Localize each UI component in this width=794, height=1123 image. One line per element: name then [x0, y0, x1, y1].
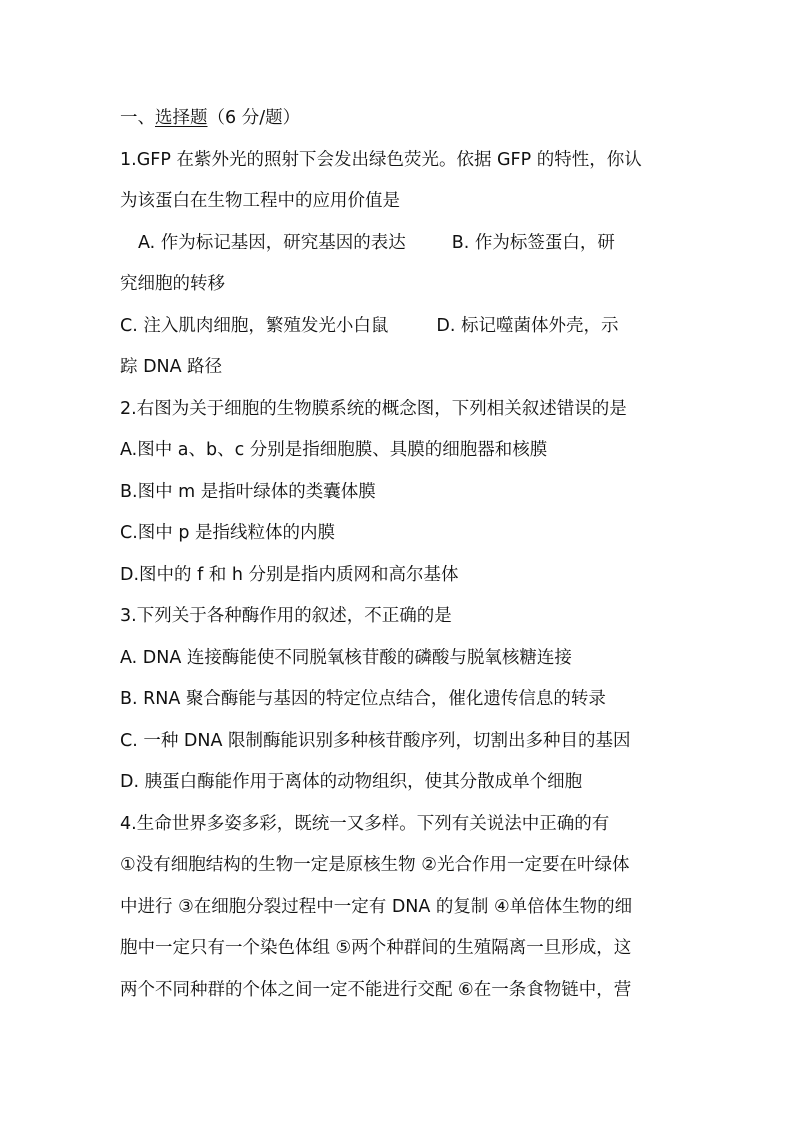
q2-option-a: A.图中 a、b、c 分别是指细胞膜、具膜的细胞器和核膜 [120, 440, 548, 460]
q1-stem-line1: 1.GFP 在紫外光的照射下会发出绿色荧光。依据 GFP 的特性，你认 [120, 149, 642, 170]
q3-stem: 3.下列关于各种酶作用的叙述，不正确的是 [120, 606, 452, 626]
q4-body-line3: 胞中一定只有一个染色体组 ⑤两个种群间的生殖隔离一旦形成，这 [120, 938, 632, 958]
q3-option-b: B. RNA 聚合酶能与基因的特定位点结合，催化遗传信息的转录 [120, 689, 606, 709]
q1-option-d-cont: 踪 DNA 路径 [120, 357, 223, 377]
section-prefix: 一、 [120, 108, 155, 128]
q4-stem: 4.生命世界多姿多彩，既统一又多样。下列有关说法中正确的有 [120, 813, 610, 834]
q1-option-a: A. 作为标记基因，研究基因的表达 [138, 232, 406, 253]
q4-body-line1: ①没有细胞结构的生物一定是原核生物 ②光合作用一定要在叶绿体 [120, 855, 630, 875]
q3-option-a: A. DNA 连接酶能使不同脱氧核苷酸的磷酸与脱氧核糖连接 [120, 647, 572, 668]
q1-options-ab [120, 223, 676, 265]
q4-body-line2: 中进行 ③在细胞分裂过程中一定有 DNA 的复制 ④单倍体生物的细 [120, 896, 633, 917]
q2-stem: 2.右图为关于细胞的生物膜系统的概念图，下列相关叙述错误的是 [120, 398, 627, 419]
q2-option-c: C.图中 p 是指线粒体的内膜 [120, 523, 336, 543]
exam-content [120, 98, 676, 1011]
q1-option-b-cont: 究细胞的转移 [120, 274, 225, 294]
section-heading [120, 98, 676, 140]
section-title: 选择题 [155, 108, 208, 128]
q1-options-cd [120, 306, 676, 348]
section-score: （6 分/题） [207, 108, 301, 128]
q4-body-line4: 两个不同种群的个体之间一定不能进行交配 ⑥在一条食物链中，营 [120, 979, 632, 1000]
q2-option-d: D.图中的 f 和 h 分别是指内质网和高尔基体 [120, 564, 459, 585]
q1-option-d: D. 标记噬菌体外壳，示 [436, 315, 619, 336]
q1-option-b: B. 作为标签蛋白，研 [451, 232, 615, 253]
q3-option-c: C. 一种 DNA 限制酶能识别多种核苷酸序列，切割出多种目的基因 [120, 730, 631, 751]
q2-option-b: B.图中 m 是指叶绿体的类囊体膜 [120, 481, 376, 502]
q1-stem-line2: 为该蛋白在生物工程中的应用价值是 [120, 191, 400, 211]
q1-option-c: C. 注入肌肉细胞，繁殖发光小白鼠 [120, 315, 389, 336]
q3-option-d: D. 胰蛋白酶能作用于离体的动物组织，使其分散成单个细胞 [120, 772, 583, 792]
